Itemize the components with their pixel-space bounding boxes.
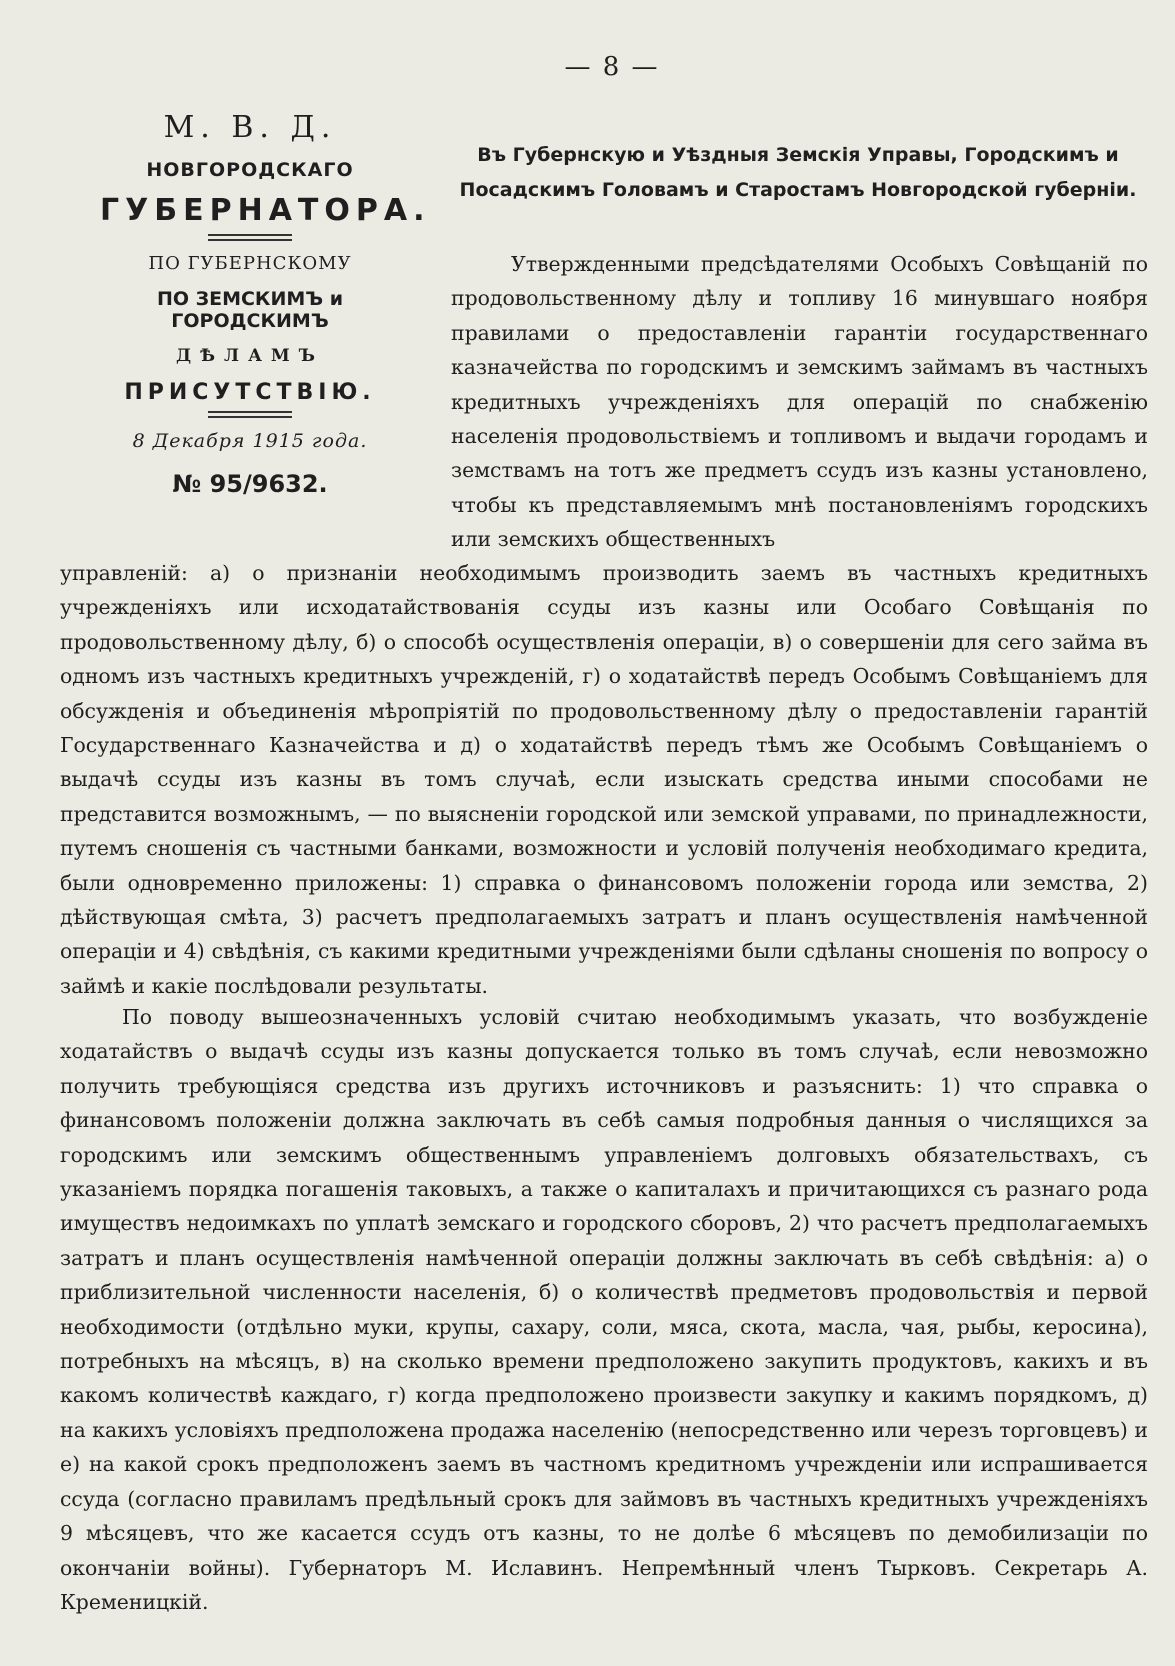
intro-paragraph: Утвержденными предсѣдателями Особыхъ Совѣщаній по продовольственному дѣлу и топливу 16 минувшаго ноября правилами о предоставленіи гарантіи государственнаго казначейства по городскимъ и земскимъ займамъ въ частныхъ кредитныхъ учрежденіяхъ для операцій по снабженію населенія продовольствіемъ и топливомъ и выдачи городамъ и земствамъ на тотъ же предметъ ссудъ изъ казны установлено, чтобы къ представляемымъ мнѣ постановленіямъ городскихъ или земскихъ общественныхъ <box>451 252 1148 552</box>
presence-line-2: ПО ЗЕМСКИМЪ и ГОРОДСКИМЪ <box>156 288 344 332</box>
ministry-heading: М. В. Д. <box>163 110 337 145</box>
body-paragraph-2: По поводу вышеозначенныхъ условій считаю необходимымъ указать, что возбужденіе ходатайствъ о выдачѣ ссуды изъ казны допускается только въ томъ случаѣ, если невозможно получить требующіяся средства изъ другихъ источниковъ и разъяснить: 1) что справка о финансовомъ положеніи должна заключать въ себѣ самыя подробныя данныя о числящихся за городскимъ или земскимъ общественнымъ управленіемъ долговыхъ обязательствахъ, съ указаніемъ порядка погашенія таковыхъ, а также о капиталахъ и причитающихся съ разнаго рода имуществъ недоимкахъ по уплатѣ земскаго и городского сборовъ, 2) что расчетъ предполагаемыхъ затратъ и планъ осуществленія намѣченной операціи должны заключать въ себѣ свѣдѣнія: а) о приблизительной численности населенія, б) о количествѣ предметовъ продовольствія и первой необходимости (отдѣльно муки, крупы, сахару, соли, мяса, скота, масла, чая, рыбы, керосина), потребныхъ на мѣсяцъ, в) на сколько времени предположено закупить продуктовъ, какихъ и въ какомъ количествѣ каждаго, г) когда предположено произвести закупку и какимъ порядкомъ, д) на какихъ условіяхъ предположена продажа населенію (непосредственно или черезъ торговцевъ) и е) на какой срокъ предположенъ заемъ въ частномъ кредитномъ учрежденіи или испрашивается ссуда (согласно правиламъ предѣльный срокъ для займовъ въ частныхъ кредитныхъ учрежденіяхъ 9 мѣсяцевъ, что же касается ссудъ отъ казны, то не долѣе 6 мѣсяцевъ по демобилизаціи по окончаніи войны). Губернаторъ М. Иславинъ. Непремѣнный членъ Тырковъ. Секретарь А. Кременицкій. <box>60 1005 1148 1614</box>
governor-heading: ГУБЕРНАТОРА. <box>100 193 431 228</box>
presence-line-3: ДѢЛАМЪ <box>175 346 325 366</box>
presence-line-1: ПО ГУБЕРНСКОМУ <box>148 253 352 274</box>
governor-of-label: НОВГОРОДСКАГО <box>146 159 354 181</box>
document-date: 8 Декабря 1915 года. <box>132 430 368 452</box>
body-paragraph-continuation: управленій: а) о признаніи необходимымъ производить заемъ въ частныхъ кредитныхъ учрежденіяхъ или исходатайствованія ссуды изъ казны или Особаго Совѣщанія по продовольственному дѣлу, б) о способѣ осуществленія операціи, в) о совершеніи для сего займа въ одномъ изъ частныхъ кредитныхъ учрежденій, г) о ходатайствѣ передъ Особымъ Совѣщаніемъ для обсужденія и объединенія мѣропріятій по продовольственному дѣлу о предоставленіи гарантій Государственнаго Казначейства и д) о ходатайствѣ передъ тѣмъ же Особымъ Совѣщаніемъ о выдачѣ ссуды изъ казны въ томъ случаѣ, если изыскать средства иными способами не представится возможнымъ, — по выясненіи городской или земской управами, по принадлежности, путемъ сношенія съ частными банками, возможности и условій полученія необходимаго кредита, были одновременно приложены: 1) справка о финансовомъ положеніи города или земства, 2) дѣйствующая смѣта, 3) расчетъ предполагаемыхъ затратъ и планъ осуществленія намѣченной операціи и 4) свѣдѣнія, съ какими кредитными учрежденіями были сдѣланы сношенія по вопросу о займѣ и какіе послѣдовали результаты. <box>60 561 1148 998</box>
presence-line-4: ПРИСУТСТВІЮ. <box>124 380 376 405</box>
sender-block <box>100 110 431 498</box>
divider <box>208 234 292 241</box>
page-number: — 8 — <box>564 52 660 82</box>
document-number: № 95/9632. <box>172 470 328 498</box>
addressee-heading: Въ Губернскую и Уѣздныя Земскія Управы, Городскимъ и Посадскимъ Головамъ и Старостамъ Новгородской губерніи. <box>459 144 1137 201</box>
divider <box>208 411 292 418</box>
